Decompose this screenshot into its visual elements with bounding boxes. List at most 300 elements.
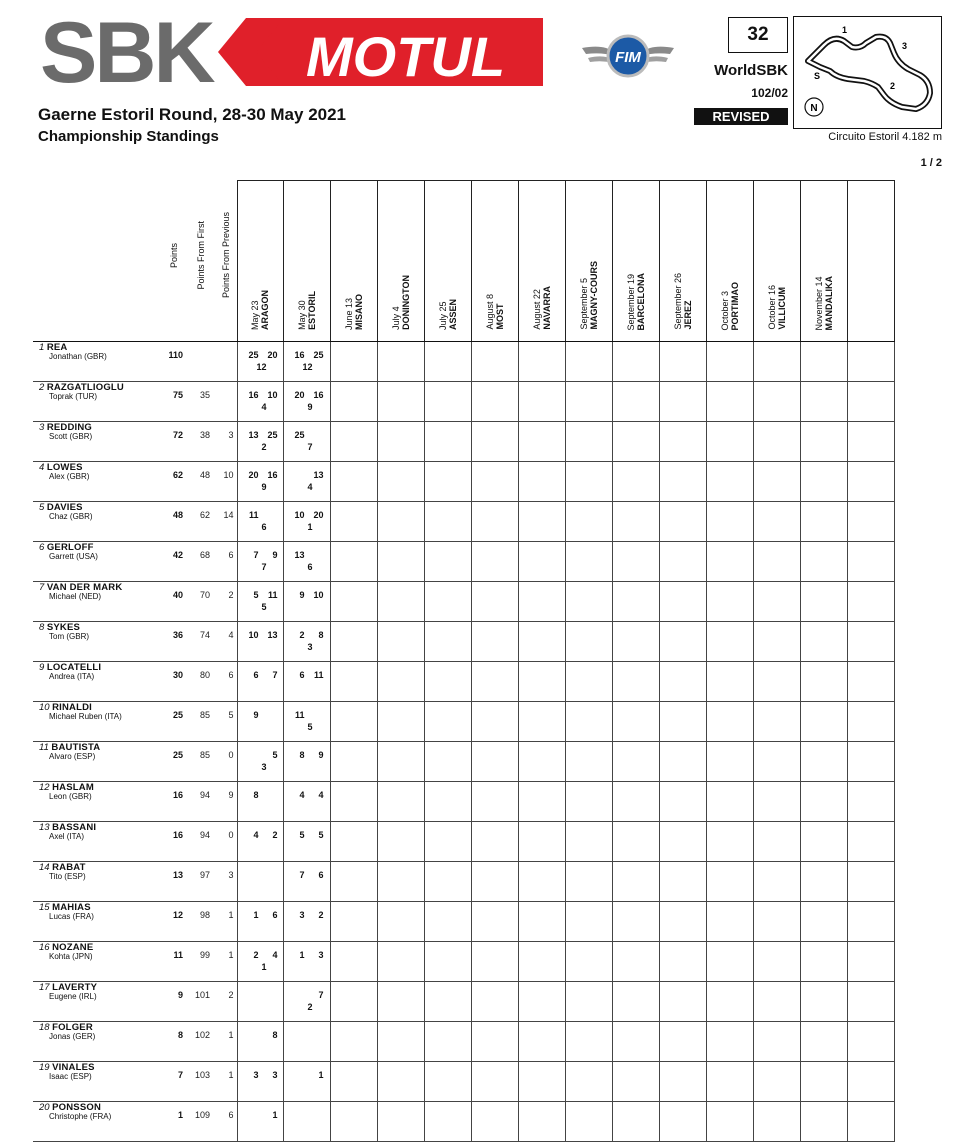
- round-result-cell: [424, 902, 471, 942]
- round-result-cell: [471, 822, 518, 862]
- superpole-race-points: 2: [307, 1002, 313, 1012]
- table-row: [33, 662, 894, 702]
- round-result-cell: [424, 382, 471, 422]
- rider-firstname: Jonas (GER): [49, 1032, 96, 1041]
- round-result-cell: [659, 622, 706, 662]
- round-result-cell: [424, 622, 471, 662]
- points-cell: 42: [159, 542, 186, 582]
- rider-cell: [33, 382, 159, 422]
- rider-surname: HASLAM: [52, 782, 94, 793]
- race1-points: 1: [253, 910, 259, 920]
- points-from-first-cell: 109: [186, 1102, 213, 1142]
- round-result-cell: [518, 702, 565, 742]
- points-cell: 11: [159, 942, 186, 982]
- table-row: [33, 462, 894, 502]
- round-result-cell: [518, 342, 565, 382]
- round-result-cell: [612, 1022, 659, 1062]
- points-cell: 12: [159, 902, 186, 942]
- rider-firstname: Isaac (ESP): [49, 1072, 92, 1081]
- rider-firstname: Andrea (ITA): [49, 672, 95, 681]
- round-result-cell: [847, 1022, 894, 1062]
- rider-cell: [33, 1102, 159, 1142]
- points-from-first-cell: 99: [186, 942, 213, 982]
- points-from-first-cell: 85: [186, 742, 213, 782]
- rider-cell: [33, 822, 159, 862]
- race1-points: 8: [299, 750, 305, 760]
- round-result-cell: [471, 1062, 518, 1102]
- race2-points: 10: [267, 390, 278, 400]
- table-row: [33, 422, 894, 462]
- round-header: June 13 MISANO: [330, 181, 377, 342]
- points-cell: 30: [159, 662, 186, 702]
- rider-position: 10: [39, 702, 50, 713]
- round-result-cell: [565, 982, 612, 1022]
- race2-points: 6: [318, 870, 324, 880]
- svg-text:3: 3: [902, 41, 908, 51]
- race1-points: 3: [253, 1070, 259, 1080]
- rider-surname: REDDING: [46, 422, 93, 433]
- round-result-cell: [612, 902, 659, 942]
- round-result-cell: [800, 742, 847, 782]
- rider-nationality: (GBR): [69, 432, 93, 441]
- round-result-cell: [237, 782, 283, 822]
- table-row: [33, 862, 894, 902]
- round-result-cell: [330, 742, 377, 782]
- round-result-cell: [706, 702, 753, 742]
- round-result-cell: [800, 422, 847, 462]
- round-result-cell: [565, 582, 612, 622]
- points-from-first-cell: 94: [186, 822, 213, 862]
- points-cell: 13: [159, 862, 186, 902]
- round-result-cell: [377, 1102, 424, 1142]
- superpole-race-points: 7: [307, 442, 313, 452]
- round-result-cell: [518, 942, 565, 982]
- points-from-previous-cell: [213, 382, 237, 422]
- round-result-cell: [800, 342, 847, 382]
- round-result-cell: [330, 982, 377, 1022]
- race2-points: 25: [313, 350, 324, 360]
- round-result-cell: [706, 1062, 753, 1102]
- round-header: October 16 VILLICUM: [753, 181, 800, 342]
- round-result-cell: [565, 1022, 612, 1062]
- rider-firstname: Tito (ESP): [49, 872, 86, 881]
- round-result-cell: [847, 422, 894, 462]
- round-result-cell: [377, 542, 424, 582]
- race2-points: 1: [318, 1070, 324, 1080]
- round-result-cell: [424, 462, 471, 502]
- rider-surname: PONSSON: [52, 1102, 102, 1113]
- race2-points: 9: [318, 750, 324, 760]
- table-row: [33, 622, 894, 662]
- round-result-cell: [706, 1102, 753, 1142]
- round-result-cell: [659, 422, 706, 462]
- round-result-cell: [847, 662, 894, 702]
- round-result-cell: [847, 702, 894, 742]
- race1-points: 6: [299, 670, 305, 680]
- round-result-cell: [237, 1022, 283, 1062]
- round-result-cell: [753, 782, 800, 822]
- rider-cell: [33, 422, 159, 462]
- points-from-first-cell: 98: [186, 902, 213, 942]
- round-result-cell: [283, 502, 330, 542]
- round-result-cell: [847, 942, 894, 982]
- race2-points: 2: [272, 830, 278, 840]
- round-result-cell: [283, 742, 330, 782]
- round-result-cell: [377, 422, 424, 462]
- round-result-cell: [706, 782, 753, 822]
- round-result-cell: [330, 542, 377, 582]
- superpole-race-points: 2: [261, 442, 267, 452]
- page-title: Gaerne Estoril Round, 28-30 May 2021: [38, 105, 347, 124]
- round-result-cell: [753, 702, 800, 742]
- round-result-cell: [565, 342, 612, 382]
- superpole-race-points: 12: [256, 362, 267, 372]
- round-result-cell: [847, 1102, 894, 1142]
- rider-nationality: (ESP): [73, 752, 96, 761]
- round-result-cell: [518, 662, 565, 702]
- round-result-cell: [283, 382, 330, 422]
- rider-firstname: Chaz (GBR): [49, 512, 93, 521]
- round-result-cell: [565, 382, 612, 422]
- round-result-cell: [800, 382, 847, 422]
- round-result-cell: [706, 982, 753, 1022]
- points-from-previous-cell: 6: [213, 1102, 237, 1142]
- rider-position: 9: [39, 662, 45, 673]
- round-result-cell: [471, 702, 518, 742]
- page-subtitle: Championship Standings: [38, 128, 219, 145]
- round-result-cell: [330, 1062, 377, 1102]
- table-row: [33, 1102, 894, 1142]
- round-result-cell: [847, 742, 894, 782]
- rider-cell: [33, 342, 159, 382]
- round-result-cell: [424, 822, 471, 862]
- points-from-previous-cell: 6: [213, 662, 237, 702]
- round-result-cell: [330, 662, 377, 702]
- round-result-cell: [612, 1062, 659, 1102]
- round-result-cell: [612, 382, 659, 422]
- round-result-cell: [283, 982, 330, 1022]
- table-row: [33, 342, 894, 382]
- points-cell: 72: [159, 422, 186, 462]
- superpole-race-points: 7: [261, 562, 267, 572]
- round-result-cell: [518, 902, 565, 942]
- round-result-cell: [565, 1102, 612, 1142]
- race2-points: 10: [313, 590, 324, 600]
- rider-position: 7: [39, 582, 45, 593]
- column-header-points: Points: [159, 181, 186, 342]
- points-from-previous-cell: [213, 342, 237, 382]
- round-result-cell: [565, 902, 612, 942]
- round-result-cell: [471, 422, 518, 462]
- round-result-cell: [847, 822, 894, 862]
- table-row: [33, 542, 894, 582]
- rider-cell: [33, 702, 159, 742]
- round-result-cell: [565, 1062, 612, 1102]
- round-result-cell: [847, 622, 894, 662]
- rider-position: 4: [39, 462, 45, 473]
- round-result-cell: [847, 462, 894, 502]
- round-result-cell: [800, 1022, 847, 1062]
- race1-points: 11: [248, 510, 259, 520]
- superpole-race-points: 12: [302, 362, 313, 372]
- round-result-cell: [518, 742, 565, 782]
- rider-surname: FOLGER: [52, 1022, 93, 1033]
- round-result-cell: [565, 622, 612, 662]
- round-result-cell: [706, 622, 753, 662]
- rider-position: 11: [39, 742, 49, 753]
- superpole-race-points: 6: [307, 562, 313, 572]
- table-row: [33, 742, 894, 782]
- points-cell: 7: [159, 1062, 186, 1102]
- round-result-cell: [471, 982, 518, 1022]
- rider-position: 12: [39, 782, 50, 793]
- race1-points: 16: [294, 350, 305, 360]
- round-result-cell: [753, 662, 800, 702]
- round-result-cell: [237, 622, 283, 662]
- round-result-cell: [330, 862, 377, 902]
- round-result-cell: [706, 542, 753, 582]
- round-header: September 19 BARCELONA: [612, 181, 659, 342]
- round-result-cell: [800, 622, 847, 662]
- rider-cell: [33, 622, 159, 662]
- round-result-cell: [565, 662, 612, 702]
- round-result-cell: [471, 862, 518, 902]
- round-result-cell: [377, 822, 424, 862]
- round-result-cell: [283, 622, 330, 662]
- rider-nationality: (GBR): [69, 512, 93, 521]
- round-result-cell: [283, 902, 330, 942]
- round-result-cell: [800, 702, 847, 742]
- rider-position: 3: [39, 422, 45, 433]
- round-result-cell: [753, 902, 800, 942]
- points-from-previous-cell: 5: [213, 702, 237, 742]
- round-result-cell: [706, 662, 753, 702]
- page-number: 1 / 2: [920, 157, 942, 169]
- rider-cell: [33, 582, 159, 622]
- round-result-cell: [377, 982, 424, 1022]
- round-result-cell: [330, 422, 377, 462]
- revised-badge: REVISED: [694, 108, 788, 125]
- points-from-first-cell: 68: [186, 542, 213, 582]
- round-result-cell: [518, 982, 565, 1022]
- round-result-cell: [471, 942, 518, 982]
- points-cell: 110: [159, 342, 186, 382]
- rider-position: 8: [39, 622, 45, 633]
- round-result-cell: [377, 582, 424, 622]
- points-from-first-cell: 35: [186, 382, 213, 422]
- round-result-cell: [659, 982, 706, 1022]
- rider-position: 17: [39, 982, 50, 993]
- round-result-cell: [518, 1022, 565, 1062]
- round-header: [847, 181, 894, 342]
- round-result-cell: [565, 702, 612, 742]
- round-result-cell: [283, 702, 330, 742]
- round-result-cell: [518, 1102, 565, 1142]
- round-result-cell: [237, 342, 283, 382]
- points-cell: 9: [159, 982, 186, 1022]
- round-result-cell: [706, 822, 753, 862]
- rider-firstname: Alvaro (ESP): [49, 752, 96, 761]
- points-from-previous-cell: 3: [213, 422, 237, 462]
- points-from-first-cell: 48: [186, 462, 213, 502]
- points-from-first-cell: 102: [186, 1022, 213, 1062]
- rider-firstname: Eugene (IRL): [49, 992, 97, 1001]
- rider-cell: [33, 742, 159, 782]
- round-result-cell: [847, 382, 894, 422]
- round-result-cell: [518, 382, 565, 422]
- round-result-cell: [471, 462, 518, 502]
- round-result-cell: [800, 502, 847, 542]
- race2-points: 5: [318, 830, 324, 840]
- round-result-cell: [424, 582, 471, 622]
- round-result-cell: [612, 502, 659, 542]
- round-result-cell: [518, 822, 565, 862]
- round-result-cell: [753, 942, 800, 982]
- round-result-cell: [753, 822, 800, 862]
- sbk-motul-logo: [38, 14, 543, 90]
- superpole-race-points: 5: [307, 722, 313, 732]
- rider-nationality: (USA): [76, 552, 98, 561]
- points-cell: 16: [159, 782, 186, 822]
- round-header: July 4 DONINGTON: [377, 181, 424, 342]
- rider-position: 14: [39, 862, 50, 873]
- rider-nationality: (NED): [78, 592, 102, 601]
- rider-nationality: (GBR): [66, 472, 90, 481]
- race2-points: 11: [313, 670, 324, 680]
- points-from-previous-cell: 9: [213, 782, 237, 822]
- round-result-cell: [753, 502, 800, 542]
- document-number: 102/02: [751, 86, 788, 100]
- round-header: November 14 MANDALIKA: [800, 181, 847, 342]
- rider-cell: [33, 1062, 159, 1102]
- rider-cell: [33, 902, 159, 942]
- superpole-race-points: 1: [307, 522, 313, 532]
- round-result-cell: [424, 662, 471, 702]
- rider-surname: SYKES: [46, 622, 81, 633]
- round-result-cell: [377, 942, 424, 982]
- round-result-cell: [424, 942, 471, 982]
- points-cell: 25: [159, 742, 186, 782]
- round-result-cell: [800, 662, 847, 702]
- round-result-cell: [237, 902, 283, 942]
- rider-nationality: (ESP): [64, 872, 86, 881]
- points-from-first-cell: 74: [186, 622, 213, 662]
- round-result-cell: [612, 462, 659, 502]
- round-result-cell: [283, 862, 330, 902]
- round-result-cell: [471, 382, 518, 422]
- round-result-cell: [706, 462, 753, 502]
- circuit-info: Circuito Estoril 4.182 m: [828, 131, 942, 143]
- round-result-cell: [706, 942, 753, 982]
- round-result-cell: [659, 1022, 706, 1062]
- round-result-cell: [471, 502, 518, 542]
- round-result-cell: [659, 1062, 706, 1102]
- round-header: September 5 MAGNY-COURS: [565, 181, 612, 342]
- race2-points: 4: [272, 950, 278, 960]
- race2-points: 16: [267, 470, 278, 480]
- round-result-cell: [612, 662, 659, 702]
- race2-points: 20: [313, 510, 324, 520]
- round-result-cell: [471, 782, 518, 822]
- rider-nationality: (ITA): [104, 712, 122, 721]
- round-result-cell: [471, 542, 518, 582]
- race1-points: 4: [299, 790, 305, 800]
- round-result-cell: [377, 662, 424, 702]
- race2-points: 1: [272, 1110, 278, 1120]
- rider-firstname: Christophe (FRA): [49, 1112, 112, 1121]
- race1-points: 2: [253, 950, 259, 960]
- table-row: [33, 702, 894, 742]
- round-result-cell: [330, 902, 377, 942]
- round-result-cell: [612, 822, 659, 862]
- round-result-cell: [847, 582, 894, 622]
- round-result-cell: [518, 1062, 565, 1102]
- round-result-cell: [565, 502, 612, 542]
- round-result-cell: [283, 1022, 330, 1062]
- rider-cell: [33, 982, 159, 1022]
- round-result-cell: [659, 582, 706, 622]
- round-result-cell: [565, 742, 612, 782]
- round-result-cell: [612, 702, 659, 742]
- rider-nationality: (ITA): [66, 832, 84, 841]
- race2-points: 5: [272, 750, 278, 760]
- rider-surname: RABAT: [52, 862, 86, 873]
- round-result-cell: [659, 782, 706, 822]
- series-label: WorldSBK: [714, 62, 788, 79]
- round-result-cell: [237, 1102, 283, 1142]
- round-result-cell: [706, 342, 753, 382]
- round-header: August 8 MOST: [471, 181, 518, 342]
- round-header: August 22 NAVARRA: [518, 181, 565, 342]
- round-result-cell: [330, 702, 377, 742]
- round-result-cell: [659, 862, 706, 902]
- rider-firstname: Michael (NED): [49, 592, 102, 601]
- rider-firstname: Kohta (JPN): [49, 952, 93, 961]
- points-from-first-cell: [186, 342, 213, 382]
- race1-points: 9: [299, 590, 305, 600]
- table-row: [33, 982, 894, 1022]
- svg-text:2: 2: [890, 81, 896, 91]
- round-result-cell: [612, 1102, 659, 1142]
- race2-points: 7: [272, 670, 278, 680]
- points-from-previous-cell: 10: [213, 462, 237, 502]
- round-result-cell: [237, 542, 283, 582]
- column-header-points-from-first: Points From First: [186, 181, 213, 342]
- round-result-cell: [237, 502, 283, 542]
- round-result-cell: [612, 862, 659, 902]
- rider-nationality: (TUR): [75, 392, 98, 401]
- table-header-row: [33, 181, 894, 342]
- superpole-race-points: 3: [307, 642, 313, 652]
- round-result-cell: [237, 822, 283, 862]
- rider-position: 2: [39, 382, 45, 393]
- round-result-cell: [612, 982, 659, 1022]
- round-result-cell: [518, 502, 565, 542]
- round-result-cell: [237, 462, 283, 502]
- race1-points: 20: [294, 390, 305, 400]
- round-result-cell: [659, 502, 706, 542]
- points-cell: 25: [159, 702, 186, 742]
- rider-firstname: Scott (GBR): [49, 432, 93, 441]
- round-result-cell: [330, 462, 377, 502]
- round-result-cell: [753, 342, 800, 382]
- round-result-cell: [283, 1062, 330, 1102]
- rider-surname: GERLOFF: [46, 542, 94, 553]
- race2-points: 11: [267, 590, 278, 600]
- points-from-previous-cell: 4: [213, 622, 237, 662]
- round-result-cell: [847, 902, 894, 942]
- round-result-cell: [706, 742, 753, 782]
